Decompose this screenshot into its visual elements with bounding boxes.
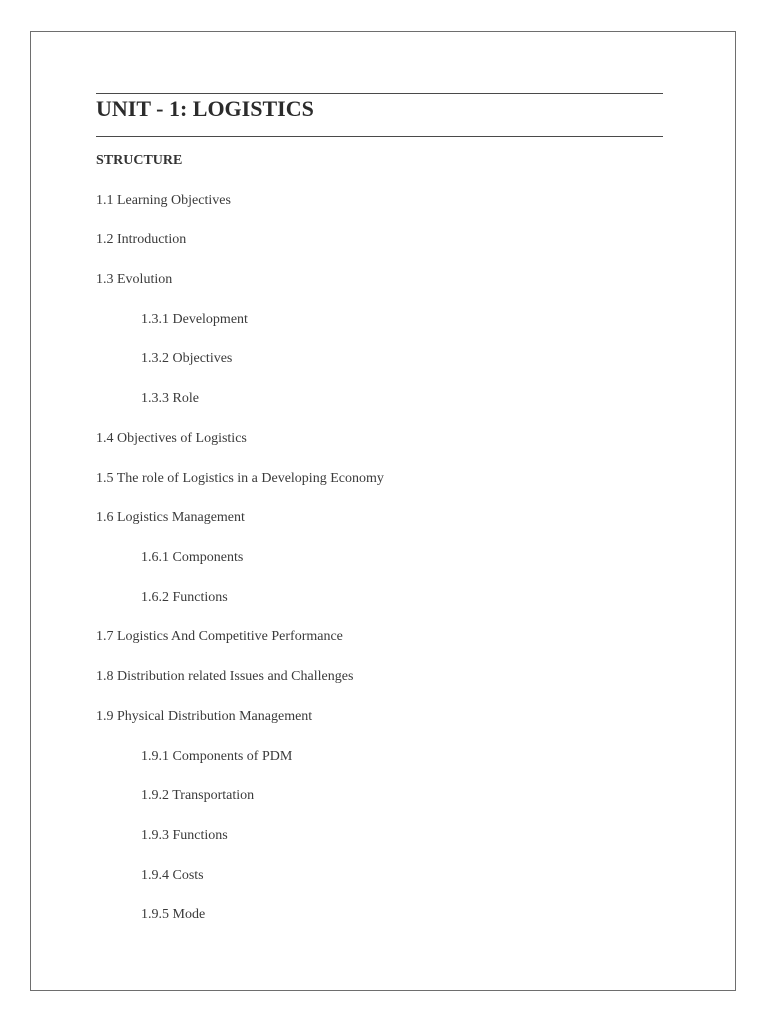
toc-item: 1.7 Logistics And Competitive Performance: [96, 629, 343, 644]
toc-subitem: 1.6.2 Functions: [141, 590, 228, 605]
toc-item: 1.6 Logistics Management: [96, 510, 245, 525]
toc-subitem: 1.9.3 Functions: [141, 828, 228, 843]
toc-subitem: 1.9.2 Transportation: [141, 788, 255, 803]
toc-item: 1.8 Distribution related Issues and Challenges: [96, 669, 354, 684]
title-rule-bottom: [96, 136, 663, 137]
toc-subitem: 1.3.3 Role: [141, 391, 199, 406]
toc-item: 1.1 Learning Objectives: [96, 193, 231, 208]
title-rule-top: [96, 93, 663, 94]
toc-subitem: 1.9.4 Costs: [141, 868, 204, 883]
structure-heading: STRUCTURE: [96, 153, 183, 168]
toc-subitem: 1.6.1 Components: [141, 550, 244, 565]
toc-item: 1.5 The role of Logistics in a Developing Economy: [96, 471, 384, 486]
unit-title: UNIT - 1: LOGISTICS: [96, 96, 314, 121]
toc-subitem: 1.3.2 Objectives: [141, 351, 233, 366]
toc-item: 1.4 Objectives of Logistics: [96, 431, 247, 446]
toc-subitem: 1.9.5 Mode: [141, 907, 206, 922]
toc-item: 1.2 Introduction: [96, 232, 187, 247]
toc-item: 1.9 Physical Distribution Management: [96, 709, 313, 724]
toc-subitem: 1.3.1 Development: [141, 312, 248, 327]
toc-subitem: 1.9.1 Components of PDM: [141, 749, 293, 764]
toc-item: 1.3 Evolution: [96, 272, 173, 287]
